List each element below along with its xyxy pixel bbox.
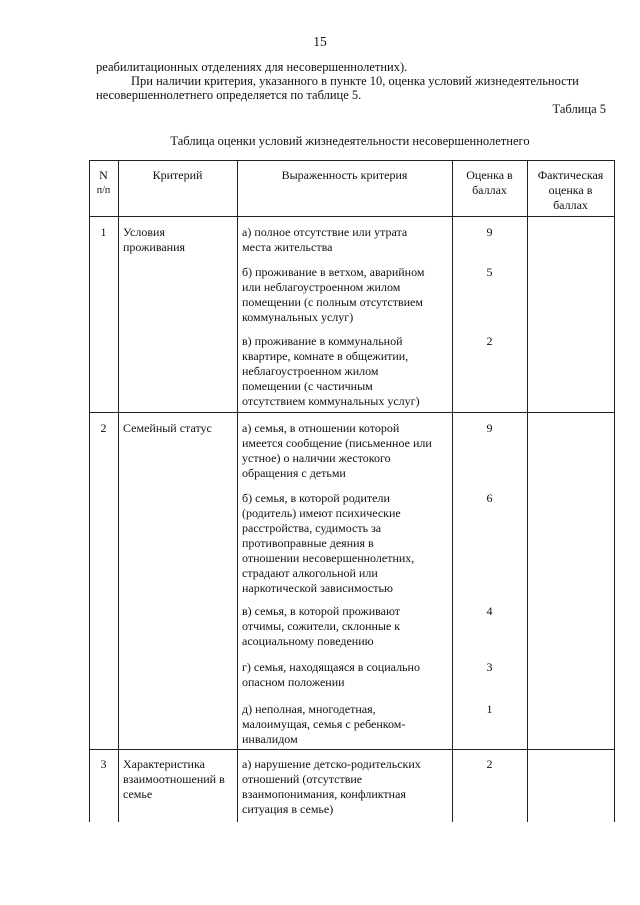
row-1-option-b bbox=[242, 265, 424, 325]
row-1-num: 1 bbox=[100, 225, 107, 239]
header-actual-line-3: баллах bbox=[553, 198, 588, 212]
criterion-line: проживания bbox=[123, 240, 186, 254]
header-expression: Выраженность критерия bbox=[281, 168, 408, 182]
option-line: а) семья, в отношении которой bbox=[242, 421, 400, 435]
option-line: страдают алкогольной или bbox=[242, 566, 378, 580]
intro-line-3: несовершеннолетнего определяется по таблице 5. bbox=[96, 88, 362, 102]
row-2-option-a-score: 9 bbox=[486, 421, 493, 435]
option-line: коммунальных услуг) bbox=[242, 310, 354, 324]
row-1-criterion bbox=[123, 225, 185, 255]
option-line: отношении несовершеннолетних, bbox=[242, 551, 415, 565]
header-bottom-border bbox=[89, 216, 614, 217]
option-line: места жительства bbox=[242, 240, 333, 254]
row-2-option-d-score: 3 bbox=[486, 660, 493, 674]
criterion-line: Характеристика bbox=[123, 757, 205, 771]
option-line: или неблагоустроенном жилом bbox=[242, 280, 401, 294]
row-2-option-b-score: 6 bbox=[486, 491, 493, 505]
header-num-line-1: N bbox=[99, 168, 108, 182]
row-2-option-e-score: 1 bbox=[486, 702, 493, 716]
row-2-criterion bbox=[123, 421, 212, 436]
header-actual-line-2: оценка в bbox=[548, 183, 593, 197]
option-line: квартире, комнате в общежитии, bbox=[242, 349, 409, 363]
criterion-line: взаимоотношений в bbox=[123, 772, 225, 786]
criterion-line: Семейный статус bbox=[123, 421, 212, 435]
row-1-option-b-score: 5 bbox=[486, 265, 493, 279]
row-2-option-c bbox=[242, 604, 400, 649]
row-3-criterion bbox=[123, 757, 225, 802]
row-1-option-c-score: 2 bbox=[486, 334, 493, 348]
criterion-line: семье bbox=[123, 787, 153, 801]
option-line: расстройства, судимость за bbox=[242, 521, 382, 535]
option-line: отсутствием коммунальных услуг) bbox=[242, 394, 420, 408]
row-2-option-a bbox=[242, 421, 432, 481]
option-line: наркотической зависимостью bbox=[242, 581, 393, 595]
option-line: неблагоустроенном жилом bbox=[242, 364, 379, 378]
intro-line-2: При наличии критерия, указанного в пункте 10, оценка условий жизнедеятельности bbox=[131, 74, 579, 88]
option-line: (родитель) имеют психические bbox=[242, 506, 401, 520]
option-line: обращения с детьми bbox=[242, 466, 346, 480]
row-2-bottom-border bbox=[89, 749, 614, 750]
option-line: д) неполная, многодетная, bbox=[242, 702, 376, 716]
header-score bbox=[452, 168, 527, 198]
option-line: взаимопонимания, конфликтная bbox=[242, 787, 406, 801]
header-criterion: Критерий bbox=[152, 168, 203, 182]
option-line: отчимы, сожители, склонные к bbox=[242, 619, 401, 633]
option-line: а) нарушение детско-родительских bbox=[242, 757, 421, 771]
option-line: помещении (с полным отсутствием bbox=[242, 295, 423, 309]
option-line: в) проживание в коммунальной bbox=[242, 334, 403, 348]
table-top-border bbox=[89, 160, 614, 161]
criterion-line: Условия bbox=[123, 225, 165, 239]
option-line: опасном положении bbox=[242, 675, 345, 689]
row-1-option-a bbox=[242, 225, 407, 255]
col-border-num bbox=[118, 160, 119, 822]
row-2-option-d bbox=[242, 660, 420, 690]
option-line: отношений (отсутствие bbox=[242, 772, 363, 786]
intro-line-1: реабилитационных отделениях для несовершеннолетних). bbox=[96, 60, 408, 74]
option-line: помещении (с частичным bbox=[242, 379, 373, 393]
row-2-num: 2 bbox=[100, 421, 107, 435]
option-line: асоциальному поведению bbox=[242, 634, 374, 648]
col-border-score bbox=[527, 160, 528, 822]
header-num-line-2: п/п bbox=[96, 185, 111, 196]
table-title: Таблица оценки условий жизнедеятельности несовершеннолетнего bbox=[170, 134, 530, 148]
col-border-left bbox=[89, 160, 90, 822]
option-line: малоимущая, семья с ребенком- bbox=[242, 717, 406, 731]
option-line: ситуация в семье) bbox=[242, 802, 334, 816]
table-label: Таблица 5 bbox=[552, 102, 606, 116]
option-line: противоправные деяния в bbox=[242, 536, 374, 550]
header-actual bbox=[527, 168, 614, 213]
col-border-criterion bbox=[237, 160, 238, 822]
row-3-option-a bbox=[242, 757, 421, 817]
option-line: имеется сообщение (письменное или bbox=[242, 436, 432, 450]
header-num bbox=[89, 168, 118, 198]
header-actual-line-1: Фактическая bbox=[537, 168, 604, 182]
option-line: б) семья, в которой родители bbox=[242, 491, 390, 505]
option-line: инвалидом bbox=[242, 732, 298, 746]
row-3-option-a-score: 2 bbox=[486, 757, 493, 771]
option-line: в) семья, в которой проживают bbox=[242, 604, 401, 618]
option-line: устное) о наличии жестокого bbox=[242, 451, 391, 465]
col-border-right bbox=[614, 160, 615, 822]
row-2-option-e bbox=[242, 702, 405, 747]
option-line: г) семья, находящаяся в социально bbox=[242, 660, 420, 674]
row-1-bottom-border bbox=[89, 412, 614, 413]
option-line: б) проживание в ветхом, аварийном bbox=[242, 265, 425, 279]
header-score-line-1: Оценка в bbox=[466, 168, 513, 182]
page-number: 15 bbox=[313, 34, 327, 49]
row-2-option-b bbox=[242, 491, 414, 596]
option-line: а) полное отсутствие или утрата bbox=[242, 225, 408, 239]
row-2-option-c-score: 4 bbox=[486, 604, 493, 618]
row-3-num: 3 bbox=[100, 757, 107, 771]
row-1-option-c bbox=[242, 334, 420, 409]
row-1-option-a-score: 9 bbox=[486, 225, 493, 239]
header-score-line-2: баллах bbox=[472, 183, 507, 197]
